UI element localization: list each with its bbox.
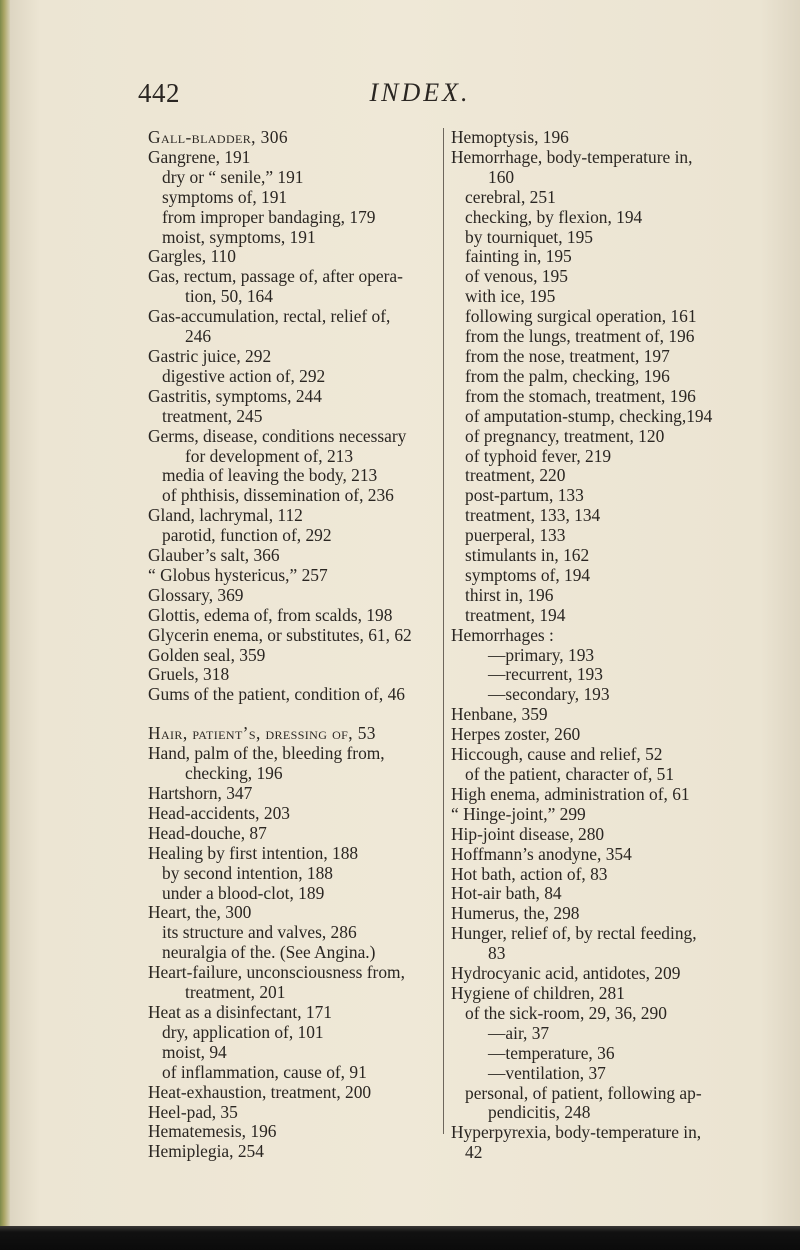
column-divider: [443, 128, 444, 1134]
index-entry: Hematemesis, 196: [148, 1121, 277, 1142]
index-subentry: —recurrent, 193: [488, 664, 603, 685]
index-entry: Gums of the patient, condition of, 46: [148, 684, 405, 705]
index-subentry: from the nose, treatment, 197: [465, 345, 670, 366]
index-subentry: treatment, 201: [185, 982, 286, 1003]
index-subentry: checking, by flexion, 194: [465, 206, 643, 227]
index-column-right: [451, 128, 776, 1163]
index-entry: Gastric juice, 292: [148, 345, 272, 366]
page-bottom-edge: [0, 1226, 800, 1250]
index-subentry: of the patient, character of, 51: [465, 764, 675, 784]
index-subentry: pendicitis, 248: [488, 1102, 591, 1123]
index-entry: “ Hinge-joint,” 299: [451, 803, 586, 824]
index-subentry: of phthisis, dissemination of, 236: [162, 485, 394, 506]
index-subentry: by second intention, 188: [162, 862, 333, 883]
index-entry: High enema, administration of, 61: [451, 783, 690, 804]
index-subentry: —air, 37: [488, 1022, 550, 1043]
index-entry: Healing by first intention, 188: [148, 842, 359, 863]
running-head: INDEX.: [369, 78, 471, 107]
index-subentry: media of leaving the body, 213: [162, 465, 378, 486]
index-entry: Hand, palm of the, bleeding from,: [148, 743, 385, 764]
index-subentry: thirst in, 196: [465, 584, 554, 605]
index-entry: Gas-accumulation, rectal, relief of,: [148, 306, 391, 327]
index-subentry: parotid, function of, 292: [162, 525, 332, 546]
index-subentry: by tourniquet, 195: [465, 226, 594, 247]
index-subentry: tion, 50, 164: [185, 286, 273, 307]
index-entry: Hemiplegia, 254: [148, 1141, 264, 1162]
index-subentry: for development of, 213: [185, 445, 354, 466]
index-entry: Humerus, the, 298: [451, 903, 580, 924]
index-subentry: symptoms of, 194: [465, 564, 591, 585]
index-subentry: dry or “ senile,” 191: [162, 166, 304, 187]
index-entry: Hot-air bath, 84: [451, 883, 562, 904]
index-subentry: under a blood-clot, 189: [162, 882, 325, 903]
index-entry: Glauber’s salt, 366: [148, 545, 280, 566]
index-subentry: digestive action of, 292: [162, 365, 326, 386]
index-subentry: fainting in, 195: [465, 246, 572, 267]
index-subentry: treatment, 220: [465, 465, 566, 486]
index-subentry: moist, symptoms, 191: [162, 226, 316, 247]
index-entry: Gruels, 318: [148, 664, 230, 685]
index-entry: Hip-joint disease, 280: [451, 823, 605, 844]
index-subentry: —temperature, 36: [488, 1042, 615, 1063]
index-subentry: 42: [465, 1142, 483, 1163]
index-entry: Hygiene of children, 281: [451, 982, 625, 1003]
index-subentry: treatment, 245: [162, 405, 263, 426]
index-entry: Gastritis, symptoms, 244: [148, 385, 322, 406]
index-subentry: checking, 196: [185, 763, 283, 784]
index-subentry: cerebral, 251: [465, 186, 556, 207]
index-subentry: of inflammation, cause of, 91: [162, 1061, 367, 1082]
index-subentry: from the lungs, treatment of, 196: [465, 326, 695, 347]
index-subentry: from the palm, checking, 196: [465, 365, 670, 386]
index-entry: Hemorrhages :: [451, 624, 554, 645]
index-subentry: following surgical operation, 161: [465, 306, 697, 327]
index-entry: Gland, lachrymal, 112: [148, 505, 303, 526]
index-entry: Gangrene, 191: [148, 146, 251, 167]
page-header: [0, 78, 800, 118]
index-entry: Gall-bladder, 306: [148, 127, 288, 147]
index-subentry: of typhoid fever, 219: [465, 445, 612, 466]
index-entry: Head-douche, 87: [148, 822, 267, 843]
index-subentry: personal, of patient, following ap-: [465, 1082, 702, 1103]
index-entry: Hoffmann’s anodyne, 354: [451, 843, 632, 864]
index-subentry: 246: [185, 326, 212, 347]
index-subentry: its structure and valves, 286: [162, 922, 357, 943]
index-entry: Hiccough, cause and relief, 52: [451, 744, 663, 765]
index-entry: Heart, the, 300: [148, 902, 252, 923]
index-subentry: from improper bandaging, 179: [162, 206, 376, 227]
index-entry: Gargles, 110: [148, 246, 236, 267]
index-subentry: from the stomach, treatment, 196: [465, 385, 696, 406]
index-entry: Hemorrhage, body-temperature in,: [451, 146, 693, 167]
index-subentry: moist, 94: [162, 1041, 227, 1062]
index-subentry: —primary, 193: [488, 644, 595, 665]
index-entry: Hartshorn, 347: [148, 783, 253, 803]
index-entry: Hair, patient’s, dressing of, 53: [148, 723, 376, 744]
index-entry: Hot bath, action of, 83: [451, 863, 608, 884]
index-subentry: —secondary, 193: [488, 684, 610, 705]
index-entry: Hydrocyanic acid, antidotes, 209: [451, 963, 681, 984]
index-entry: Glossary, 369: [148, 584, 244, 605]
index-entry: Glycerin enema, or substitutes, 61, 62: [148, 624, 412, 645]
index-subentry: symptoms of, 191: [162, 186, 288, 207]
index-subentry: neuralgia of the. (See Angina.): [162, 942, 376, 963]
index-subentry: of venous, 195: [465, 266, 568, 287]
index-entry: Hunger, relief of, by rectal feeding,: [451, 923, 697, 944]
index-subentry: of amputation-stump, checking,194: [465, 405, 713, 426]
index-subentry: of the sick-room, 29, 36, 290: [465, 1002, 667, 1023]
index-entry: Germs, disease, conditions necessary: [148, 425, 407, 446]
page-spine-edge: [0, 0, 10, 1250]
index-subentry: treatment, 194: [465, 604, 566, 625]
index-entry: Gas, rectum, passage of, after opera-: [148, 266, 403, 287]
index-entry: Herpes zoster, 260: [451, 724, 581, 745]
index-subentry: with ice, 195: [465, 286, 556, 307]
index-subentry: —ventilation, 37: [488, 1062, 606, 1083]
index-subentry: 160: [488, 166, 515, 187]
index-entry: Heel-pad, 35: [148, 1101, 238, 1122]
index-subentry: stimulants in, 162: [465, 545, 590, 566]
index-column-left: [148, 128, 438, 1162]
index-subentry: 83: [488, 943, 506, 964]
page-number: 442: [138, 78, 180, 108]
index-subentry: of pregnancy, treatment, 120: [465, 425, 665, 446]
index-entry: Hyperpyrexia, body-temperature in,: [451, 1122, 702, 1143]
index-subentry: treatment, 133, 134: [465, 505, 601, 526]
index-subentry: dry, application of, 101: [162, 1021, 324, 1042]
index-entry: Hemoptysis, 196: [451, 127, 569, 147]
index-entry: Heart-failure, unconsciousness from,: [148, 962, 405, 983]
index-entry: Golden seal, 359: [148, 644, 266, 665]
index-subentry: puerperal, 133: [465, 525, 566, 546]
index-entry: Heat-exhaustion, treatment, 200: [148, 1081, 372, 1102]
index-entry: Henbane, 359: [451, 704, 548, 725]
section-gap: [148, 705, 438, 724]
index-entry: Head-accidents, 203: [148, 802, 290, 823]
index-entry: Glottis, edema of, from scalds, 198: [148, 604, 393, 625]
index-entry: Heat as a disinfectant, 171: [148, 1001, 332, 1022]
index-entry: “ Globus hystericus,” 257: [148, 564, 328, 585]
index-subentry: post-partum, 133: [465, 485, 584, 506]
